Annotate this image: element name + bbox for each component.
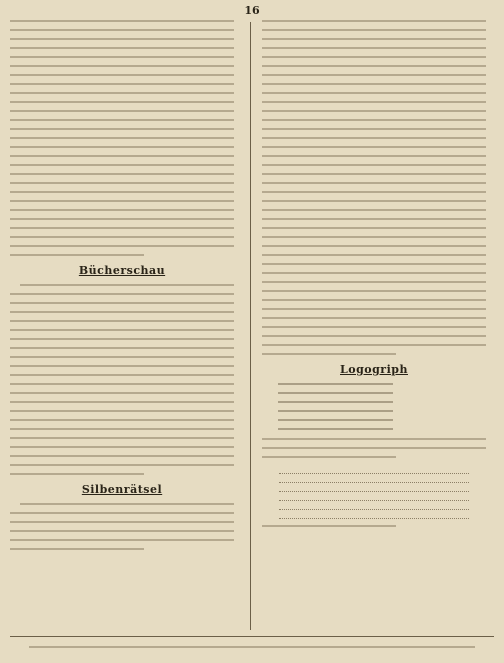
solution-row	[279, 509, 469, 518]
syllable-puzzle-text-lines	[10, 503, 234, 550]
right-column	[262, 20, 486, 632]
solution-row	[279, 473, 469, 482]
solution-row	[279, 482, 469, 491]
page-number: 16	[244, 4, 260, 17]
book-review-heading: Bücherschau	[78, 264, 166, 277]
puzzle-solution-closing-lines	[262, 525, 486, 527]
logogriph-verse-lines	[278, 383, 470, 430]
footer-divider	[10, 636, 494, 637]
left-column	[10, 20, 234, 632]
book-review-text-lines	[10, 284, 234, 475]
puzzle-solution-intro-lines	[262, 438, 486, 458]
solution-row	[279, 491, 469, 500]
left-column-text-lines	[10, 20, 234, 256]
solution-row	[279, 500, 469, 509]
printer-imprint-line	[29, 646, 474, 648]
right-column-text-lines	[262, 20, 486, 355]
column-divider	[250, 22, 251, 630]
solution-row	[279, 465, 469, 474]
syllable-puzzle-heading: Silbenrätsel	[81, 482, 163, 496]
printer-imprint	[10, 640, 494, 656]
puzzle-solution-table	[279, 465, 469, 519]
logogriph-heading: Logogriph	[340, 363, 408, 376]
